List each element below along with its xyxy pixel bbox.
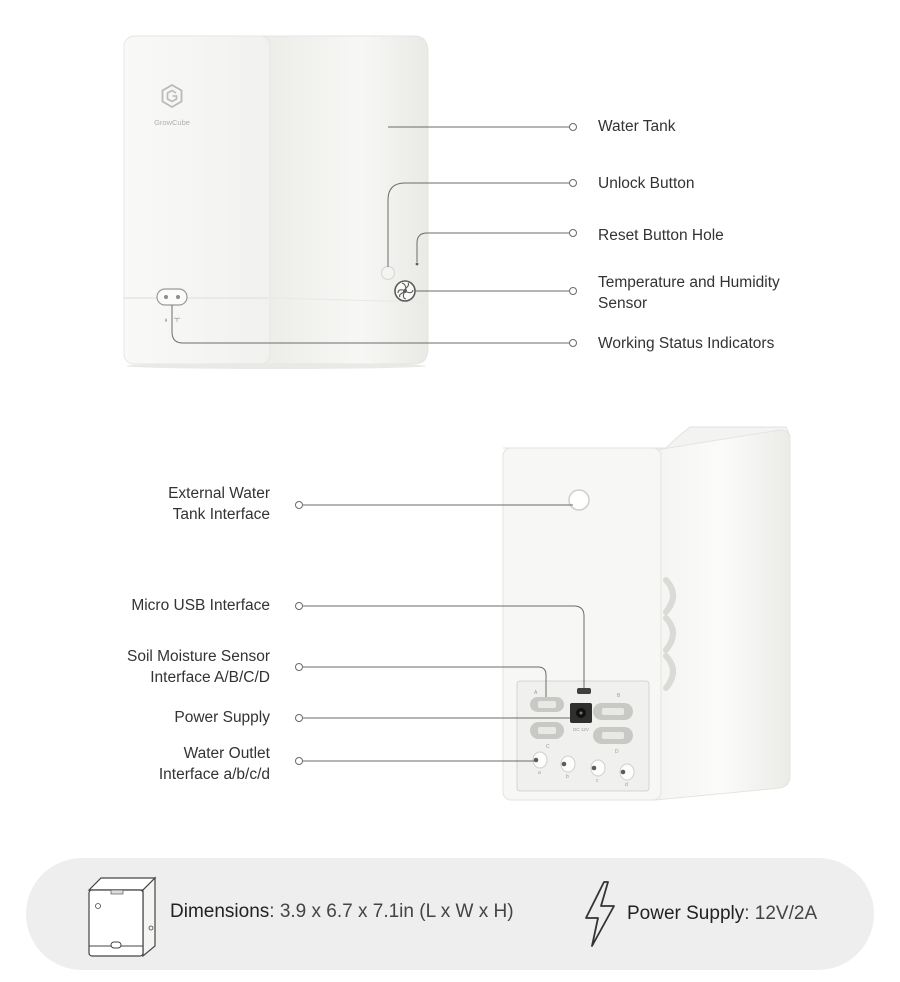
back-view-device: [503, 427, 790, 800]
leader-reset-button-hole: [417, 233, 569, 262]
label-power-supply-line-1: Power Supply: [174, 709, 270, 726]
back-device-side-panel: [656, 430, 790, 800]
outlet-letter-b: b: [566, 774, 569, 780]
label-external-water-tank-interface: [168, 483, 270, 525]
outlet-letter-c: c: [596, 778, 599, 784]
label-water-tank-line-1: Water Tank: [598, 118, 676, 135]
leader-working-status-end: [570, 340, 577, 347]
label-water-tank: [598, 116, 676, 137]
leader-soil-moisture-end: [296, 664, 303, 671]
dimensions-label: Dimensions: [170, 901, 270, 922]
external-water-tank-port: [569, 490, 589, 510]
lightning-bolt-icon: [582, 880, 618, 948]
leader-reset-button-hole-end: [570, 230, 577, 237]
power-label: Power Supply: [627, 903, 745, 924]
water-outlet-b: [561, 756, 575, 772]
label-micro-usb-interface-line-1: Micro USB Interface: [131, 597, 270, 614]
leader-power-supply-end: [296, 715, 303, 722]
status-led-left: [164, 295, 168, 299]
label-water-outlet-interface: [159, 743, 270, 785]
soil-port-d-inner: [602, 732, 624, 739]
port-letter-A: A: [534, 690, 538, 696]
water-outlet-d: [620, 764, 634, 780]
outlet-letter-d: d: [625, 782, 628, 788]
power-spec: [627, 902, 817, 926]
label-working-status-indicators-line-1: Working Status Indicators: [598, 335, 775, 352]
port-letter-D: D: [615, 749, 619, 755]
leader-external-water-tank-end: [296, 502, 303, 509]
label-soil-moisture-sensor-interface-line-2: Interface A/B/C/D: [150, 669, 270, 686]
label-temperature-humidity-sensor-line-2: Sensor: [598, 295, 648, 312]
soil-port-a-inner: [538, 701, 556, 708]
micro-usb-port: [577, 688, 591, 694]
label-temperature-humidity-sensor: [598, 272, 780, 314]
reset-button-hole-shape: [416, 263, 419, 266]
front-device-shadow: [126, 363, 426, 369]
power-value: : 12V/2A: [744, 903, 818, 924]
dimensions-spec: [170, 900, 514, 924]
label-water-outlet-interface-line-2: Interface a/b/c/d: [158, 766, 270, 783]
soil-port-c-inner: [538, 727, 556, 734]
label-reset-button-hole: [598, 225, 724, 246]
label-soil-moisture-sensor-interface: [127, 646, 270, 688]
power-supply-port-pin: [580, 712, 583, 715]
label-temperature-humidity-sensor-line-1: Temperature and Humidity: [598, 274, 780, 291]
label-unlock-button: [598, 173, 695, 194]
front-device-front-face: [124, 36, 270, 364]
outlet-letter-a: a: [538, 770, 541, 776]
label-unlock-button-line-1: Unlock Button: [598, 175, 695, 192]
water-outlet-c: [591, 760, 605, 776]
leader-water-tank-end: [570, 124, 577, 131]
leader-micro-usb-end: [296, 603, 303, 610]
leader-unlock-button-end: [570, 180, 577, 187]
label-working-status-indicators: [598, 333, 774, 354]
status-led-right: [176, 295, 180, 299]
power-port-label: DC 12V: [573, 727, 589, 732]
front-device-side-panel: [262, 36, 428, 364]
label-micro-usb-interface: [131, 595, 270, 616]
port-letter-C: C: [546, 744, 550, 750]
label-power-supply: [174, 707, 270, 728]
label-water-outlet-interface-line-1: Water Outlet: [183, 745, 270, 762]
water-outlet-a: [533, 752, 547, 768]
temperature-humidity-sensor-icon: [395, 281, 415, 301]
unlock-button-shape: [382, 267, 395, 280]
leader-water-outlet-end: [296, 758, 303, 765]
label-external-water-tank-interface-line-1: External Water: [168, 485, 270, 502]
spec-bar: [26, 858, 874, 970]
dimensions-value: : 3.9 x 6.7 x 7.1in (L x W x H): [269, 901, 514, 922]
working-status-indicator-pill: [157, 289, 187, 305]
label-soil-moisture-sensor-interface-line-1: Soil Moisture Sensor: [126, 648, 270, 665]
device-thumbnail-icon: [81, 868, 161, 958]
front-view-device: [124, 36, 428, 369]
label-reset-button-hole-line-1: Reset Button Hole: [598, 227, 724, 244]
leader-temperature-sensor-end: [570, 288, 577, 295]
label-external-water-tank-interface-line-2: Tank Interface: [172, 506, 270, 523]
soil-port-b-inner: [602, 708, 624, 715]
growcube-logo-text: GrowCube: [154, 118, 190, 127]
port-letter-B: B: [617, 693, 621, 699]
